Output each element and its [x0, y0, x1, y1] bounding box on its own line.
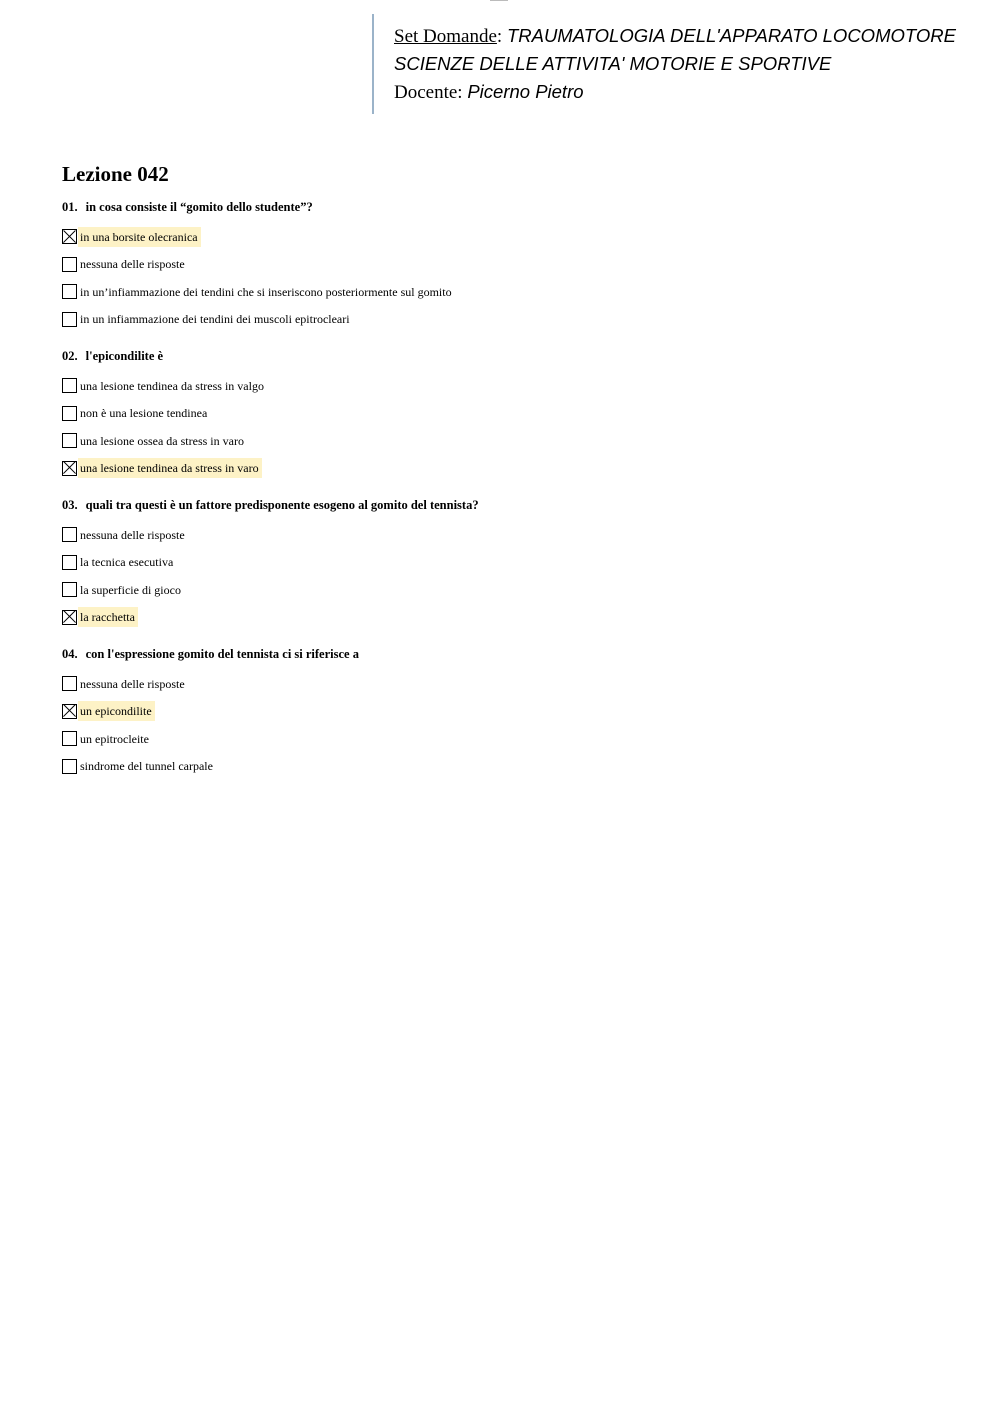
- answer-text: la racchetta: [78, 607, 138, 627]
- question-label: l'epicondilite è: [85, 349, 164, 363]
- checkbox[interactable]: [62, 527, 77, 542]
- answer-option[interactable]: [62, 670, 962, 698]
- answer-text: in un infiammazione dei tendini dei muscoli epitrocleari: [80, 312, 350, 327]
- question-2: [62, 347, 962, 482]
- checkbox[interactable]: [62, 582, 77, 597]
- question-text: [62, 645, 962, 663]
- checkbox[interactable]: [62, 312, 77, 327]
- degree-line: [394, 50, 982, 78]
- answer-text: la superficie di gioco: [80, 582, 181, 597]
- answer-text: sindrome del tunnel carpale: [80, 759, 213, 774]
- answer-option[interactable]: [62, 521, 962, 549]
- answer-text: un epicondilite: [78, 701, 155, 721]
- question-4: [62, 645, 962, 780]
- question-number: 04.: [62, 647, 78, 661]
- answer-option[interactable]: [62, 549, 962, 577]
- answer-text: nessuna delle risposte: [80, 527, 185, 542]
- question-number: 02.: [62, 349, 78, 363]
- question-1: [62, 198, 962, 333]
- answer-option[interactable]: [62, 251, 962, 279]
- checkbox[interactable]: [62, 433, 77, 448]
- document-header: [372, 14, 982, 114]
- teacher-line: [394, 78, 982, 106]
- answer-text: in un’infiammazione dei tendini che si inseriscono posteriormente sul gomito: [80, 284, 452, 299]
- answer-text: non è una lesione tendinea: [80, 406, 208, 421]
- teacher-label: Docente:: [394, 82, 463, 103]
- answer-text: una lesione tendinea da stress in varo: [78, 458, 262, 478]
- question-text: [62, 198, 962, 216]
- question-text: [62, 347, 962, 365]
- set-label: Set Domande: [394, 26, 497, 47]
- question-text: [62, 496, 962, 514]
- checkbox[interactable]: [62, 284, 77, 299]
- checkbox[interactable]: [62, 759, 77, 774]
- answer-text: nessuna delle risposte: [80, 257, 185, 272]
- checked-checkbox[interactable]: [62, 229, 77, 244]
- answer-option[interactable]: [62, 604, 962, 632]
- checked-checkbox[interactable]: [62, 704, 77, 719]
- answer-option[interactable]: [62, 223, 962, 251]
- answer-text: un epitrocleite: [80, 731, 149, 746]
- question-3: [62, 496, 962, 631]
- checkbox[interactable]: [62, 257, 77, 272]
- question-label: con l'espressione gomito del tennista ci si riferisce a: [85, 647, 359, 661]
- answer-text: una lesione tendinea da stress in valgo: [80, 378, 264, 393]
- teacher-name: Picerno Pietro: [467, 81, 584, 102]
- answer-option[interactable]: [62, 427, 962, 455]
- answer-option[interactable]: [62, 725, 962, 753]
- answer-option[interactable]: [62, 576, 962, 604]
- answer-text: una lesione ossea da stress in varo: [80, 433, 244, 448]
- checkbox[interactable]: [62, 406, 77, 421]
- answer-option[interactable]: [62, 455, 962, 483]
- lesson-title: Lezione 042: [62, 162, 169, 186]
- page-top-mark: [490, 0, 508, 3]
- question-number: 01.: [62, 200, 78, 214]
- question-list: [62, 198, 962, 780]
- question-number: 03.: [62, 498, 78, 512]
- answer-text: nessuna delle risposte: [80, 676, 185, 691]
- lesson-content: [62, 160, 962, 794]
- answer-option[interactable]: [62, 753, 962, 781]
- answer-option[interactable]: [62, 278, 962, 306]
- answer-text: in una borsite olecranica: [78, 227, 201, 247]
- checkbox[interactable]: [62, 676, 77, 691]
- checked-checkbox[interactable]: [62, 461, 77, 476]
- course-title: TRAUMATOLOGIA DELL'APPARATO LOCOMOTORE: [506, 25, 956, 46]
- set-colon: :: [496, 26, 503, 47]
- question-label: quali tra questi è un fattore predisponente esogeno al gomito del tennista?: [85, 498, 479, 512]
- checked-checkbox[interactable]: [62, 610, 77, 625]
- question-label: in cosa consiste il “gomito dello studente”?: [85, 200, 313, 214]
- degree-name: SCIENZE DELLE ATTIVITA' MOTORIE E SPORTIVE: [394, 53, 832, 74]
- checkbox[interactable]: [62, 378, 77, 393]
- answer-option[interactable]: [62, 400, 962, 428]
- answer-text: la tecnica esecutiva: [80, 555, 174, 570]
- checkbox[interactable]: [62, 555, 77, 570]
- answer-option[interactable]: [62, 372, 962, 400]
- answer-option[interactable]: [62, 306, 962, 334]
- answer-option[interactable]: [62, 698, 962, 726]
- checkbox[interactable]: [62, 731, 77, 746]
- set-line: [394, 22, 982, 50]
